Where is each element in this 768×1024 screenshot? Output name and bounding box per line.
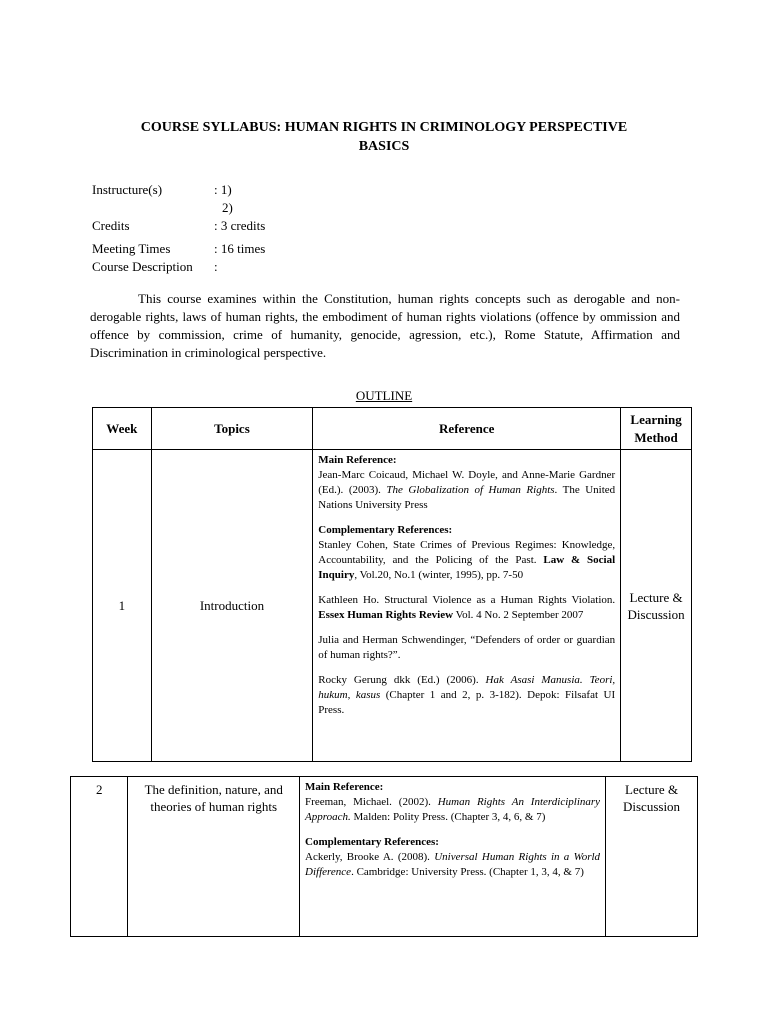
reference-cell — [300, 777, 606, 937]
table-row — [93, 450, 692, 762]
instructor-2-value: 2) — [222, 200, 233, 215]
week-cell: 1 — [93, 450, 152, 762]
credits-label: Credits — [92, 218, 130, 233]
document-title — [0, 118, 768, 156]
main-reference-label: Main Reference: — [305, 781, 384, 793]
complementary-reference-label: Complementary References: — [318, 524, 453, 536]
complementary-reference-text: Ackerly, Brooke A. (2008). — [305, 851, 435, 863]
credits-value: : 3 credits — [214, 218, 266, 233]
week-cell: 2 — [71, 777, 128, 937]
main-reference-text: Jean-Marc Coicaud, Michael W. Doyle, and Anne-Marie Gardner (Ed.). (2003). — [318, 469, 616, 496]
table-row — [71, 777, 698, 937]
column-header-week: Week — [93, 408, 152, 450]
main-reference-publisher: Malden: Polity Press. (Chapter 3, 4, 6, & 7) — [350, 811, 546, 823]
outline-table — [92, 407, 692, 762]
instructors-label: Instructure(s) — [92, 182, 163, 197]
book-title: Universal Human Rights in a World Difference — [305, 851, 601, 878]
journal-details: , Vol.20, No.1 (winter, 1995), pp. 7-50 — [354, 569, 524, 581]
complementary-reference-text: Stanley Cohen, State Crimes of Previous Regimes: Knowledge, Accountability, and the Policing of the Past. — [318, 539, 616, 566]
meeting-label: Meeting Times — [92, 241, 171, 256]
reference-entry-text: Julia and Herman Schwendinger, “Defenders of order or guardian of human rights?”. — [318, 634, 616, 661]
complementary-reference-label: Complementary References: — [305, 836, 439, 848]
meeting-value: : 16 times — [214, 241, 266, 256]
learning-method-cell: Lecture & Discussion — [606, 777, 698, 937]
description-colon: : — [214, 259, 218, 274]
reference-entry — [318, 593, 615, 623]
outline-table-continued — [70, 776, 698, 937]
reference-entry-text: Kathleen Ho. Structural Violence as a Human Rights Violation. — [318, 594, 616, 606]
description-label: Course Description — [92, 259, 193, 274]
book-details: . Cambridge: University Press. (Chapter 1, 3, 4, & 7) — [351, 866, 584, 878]
column-header-learning-method: Learning Method — [621, 408, 692, 450]
reference-entry — [318, 633, 615, 663]
description-text: This course examines within the Constitution, human rights concepts such as derogable and non-derogable rights, laws of human rights, the embodiment of human rights violations (offence by ommission and offence by commission, crime of humanity, genocide, agression, etc.), Rome Statute, Affirmation and Discrimination in criminological perspective. — [90, 291, 680, 360]
journal-title: Law & Social Inquiry — [318, 554, 616, 581]
column-header-topics: Topics — [151, 408, 313, 450]
journal-details: Vol. 4 No. 2 September 2007 — [453, 609, 584, 621]
topic-cell: Introduction — [151, 450, 313, 762]
complementary-reference-block — [318, 523, 615, 583]
title-line-2: BASICS — [358, 139, 410, 154]
reference-cell — [313, 450, 621, 762]
main-reference-text: Freeman, Michael. (2002). — [305, 796, 438, 808]
complementary-reference-block — [305, 835, 600, 880]
reference-entry-text: Rocky Gerung dkk (Ed.) (2006). — [318, 674, 486, 686]
main-reference-title: The Globalization of Human Rights — [386, 484, 555, 496]
course-description — [90, 290, 680, 362]
reference-entry — [318, 673, 615, 718]
main-reference-title: Human Rights An Interdiciplinary Approach. — [305, 796, 601, 823]
table-header-row — [93, 408, 692, 450]
journal-title: Essex Human Rights Review — [318, 609, 454, 621]
book-details: (Chapter 1 and 2, p. 3-182). Depok: Filsafat UI Press. — [318, 689, 616, 716]
main-reference-label: Main Reference: — [318, 454, 397, 466]
outline-heading: OUTLINE — [355, 388, 413, 403]
book-title: Hak Asasi Manusia. Teori, hukum, kasus — [318, 674, 616, 701]
main-reference-block — [305, 780, 600, 825]
main-reference-publisher: . The United Nations University Press — [318, 484, 616, 511]
instructor-1-value: : 1) — [214, 182, 232, 197]
learning-method-cell: Lecture & Discussion — [621, 450, 692, 762]
topic-cell: The definition, nature, and theories of human rights — [128, 777, 300, 937]
column-header-reference: Reference — [313, 408, 621, 450]
title-line-1: COURSE SYLLABUS: HUMAN RIGHTS IN CRIMINOLOGY PERSPECTIVE — [140, 120, 628, 135]
main-reference-block — [318, 453, 615, 513]
